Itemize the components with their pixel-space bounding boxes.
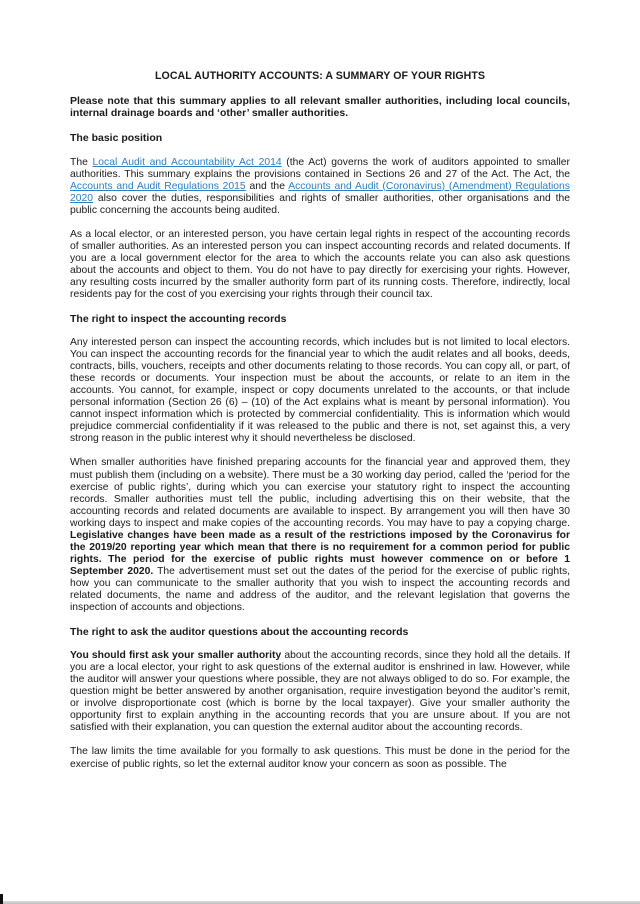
section-heading-basic-position: The basic position (70, 132, 163, 145)
scan-corner-mark (0, 894, 3, 904)
basic-position-paragraph-1 (70, 157, 570, 217)
link-local-audit-act-2014[interactable]: Local Audit and Accountability Act 2014 (92, 156, 282, 168)
document-page (70, 70, 570, 783)
link-coronavirus-amendment-regulations-2020[interactable]: Accounts and Audit (Coronavirus) (Amendment) Regulations 2020 (70, 180, 570, 204)
text: (the Act) governs the work of auditors appointed to smaller authorities. This summary explains the provisions contained in Sections 26 and 27 of the Act. The Act, the (70, 156, 570, 180)
text: also cover the duties, responsibilities and rights of smaller authorities, other organisations and the public concerning the accounts being audited. (70, 192, 570, 216)
legislative-changes-notice: Legislative changes have been made as a result of the restrictions imposed by the Coronavirus for the 2019/20 reporting year which mean that there is no requirement for a common period for public rights. The period for the exercise of public rights must however commence on or before 1 September 2020. (70, 529, 570, 577)
ask-authority-first-emphasis: You should first ask your smaller authority (70, 650, 282, 662)
text: The advertisement must set out the dates of the period for the exercise of public rights, how you can communicate to the smaller authority that you wish to inspect the accounting records and related documents, the name and address of the auditor, and the relevant legislation that governs the inspection of accounts and objections. (70, 565, 570, 614)
right-to-ask-paragraph-1 (70, 650, 570, 734)
text: and the (245, 180, 289, 192)
right-to-inspect-paragraph-1: Any interested person can inspect the accounting records, which includes but is not limited to local electors. You can inspect the accounting records for the financial year to which the audit relates and all books, deeds, contracts, bills, vouchers, receipts and other documents relating to those records. You can copy all, or part, of these records or documents. Your inspection must be about the accounts, or relate to an item in the accounts. You cannot, for example, inspect or copy documents unrelated to the accounts, or that include personal information (Section 26 (6) – (10) of the Act explains what is meant by personal information). You cannot inspect information which is protected by commercial confidentiality. This is information which would prejudice commercial confidentiality if it was released to the public and there is not, set against this, a very strong reason in the public interest why it should nevertheless be disclosed. (70, 337, 570, 445)
link-accounts-audit-regulations-2015[interactable]: Accounts and Audit Regulations 2015 (70, 180, 246, 192)
intro-note: Please note that this summary applies to all relevant smaller authorities, including local councils, internal drainage boards and ‘other’ smaller authorities. (70, 95, 570, 120)
right-to-ask-paragraph-2: The law limits the time available for you formally to ask questions. This must be done in the period for the exercise of public rights, so let the external auditor know your concern as soon as possible. The (70, 746, 570, 770)
text: The (70, 156, 93, 168)
text: about the accounting records, since they hold all the details. If you are a local elector, your right to ask questions of the external auditor is enshrined in law. However, while the auditor will answer your questions where possible, they are not always obliged to do so. For example, the question might be better answered by another organisation, require investigation beyond the auditor’s remit, or involve disproportionate cost (which is borne by the local taxpayer). Give your smaller authority the opportunity first to explain anything in the accounting records that you are unsure about. If you are not satisfied with their explanation, you can question the external auditor about the accounting records. (70, 650, 570, 734)
section-heading-right-to-inspect: The right to inspect the accounting records (70, 313, 287, 326)
right-to-inspect-paragraph-2 (70, 457, 570, 614)
basic-position-paragraph-2: As a local elector, or an interested person, you have certain legal rights in respect of the accounting records of smaller authorities. As an interested person you can inspect accounting records and related documents. If you are a local government elector for the area to which the accounts relate you can also ask questions about the accounts and object to them. You do not have to pay directly for exercising your rights. However, any resulting costs incurred by the smaller authority form part of its running costs. Therefore, indirectly, local residents pay for the cost of you exercising your rights through their council tax. (70, 228, 570, 300)
section-heading-right-to-ask-auditor: The right to ask the auditor questions about the accounting records (70, 626, 409, 639)
text: When smaller authorities have finished preparing accounts for the financial year and approved them, they must publish them (including on a website). There must be a 30 working day period, called the ‘period for the exercise of public rights’, during which you can exercise your statutory right to inspect the accounting records. Smaller authorities must tell the public, including advertising this on their website, that the accounting records and related documents are available to inspect. By arrangement you will then have 30 working days to inspect and make copies of the accounting records. You may have to pay a copying charge. (70, 457, 570, 529)
document-title: LOCAL AUTHORITY ACCOUNTS: A SUMMARY OF YOUR RIGHTS (155, 70, 485, 82)
